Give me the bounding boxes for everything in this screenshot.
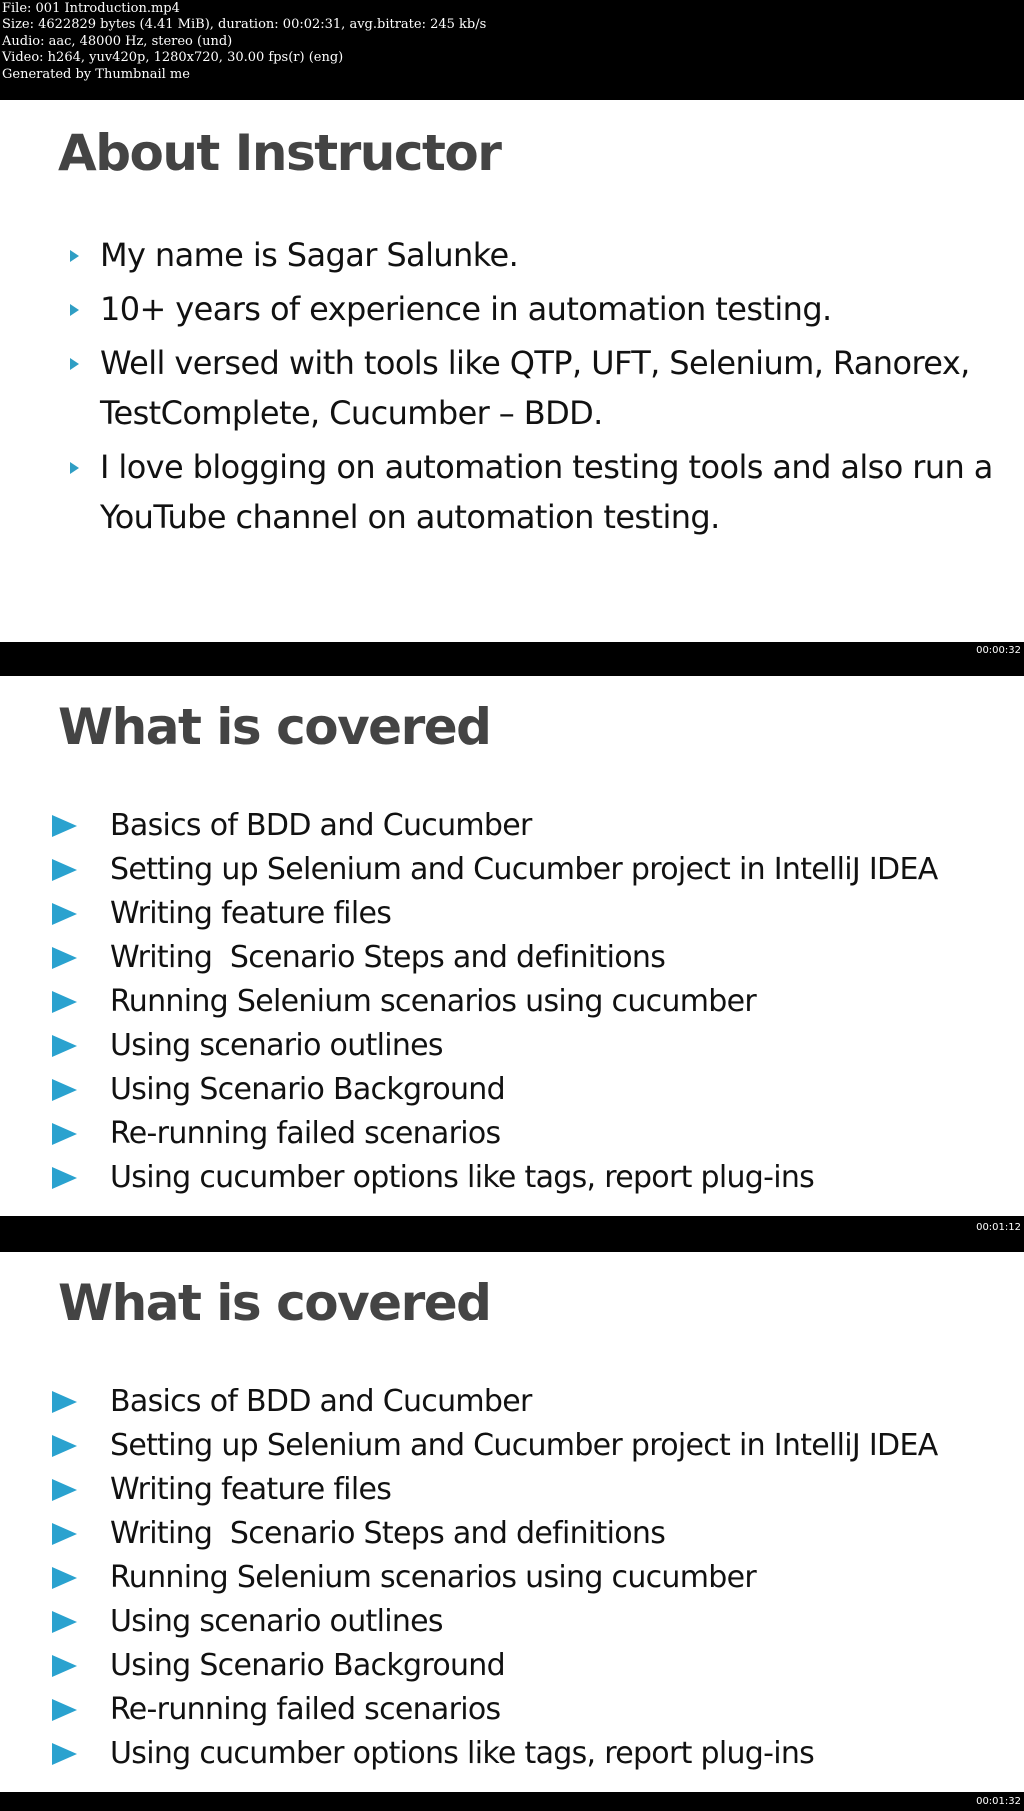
triangle-bullet-icon xyxy=(70,304,79,316)
list-item-text: Using scenario outlines xyxy=(110,1028,443,1063)
file-name-line: File: 001 Introduction.mp4 xyxy=(2,1,180,16)
list-item xyxy=(52,1424,1012,1468)
triangle-bullet-icon xyxy=(52,815,77,837)
list-item-text: Basics of BDD and Cucumber xyxy=(110,1384,532,1419)
list-item xyxy=(68,338,1008,438)
triangle-bullet-icon xyxy=(52,1079,77,1101)
list-item-text: My name is Sagar Salunke. xyxy=(100,236,519,274)
triangle-bullet-icon xyxy=(52,1567,77,1589)
list-item-text: Basics of BDD and Cucumber xyxy=(110,808,532,843)
triangle-bullet-icon xyxy=(52,1035,77,1057)
triangle-bullet-icon xyxy=(52,1743,77,1765)
thumbnail-frame-1 xyxy=(0,100,1024,642)
list-item-text: Re-running failed scenarios xyxy=(110,1116,501,1151)
video-info-header xyxy=(0,0,1024,100)
triangle-bullet-icon xyxy=(52,1611,77,1633)
list-item xyxy=(68,442,1008,542)
list-item xyxy=(68,284,1008,334)
bullet-list xyxy=(68,230,1008,546)
triangle-bullet-icon xyxy=(52,1655,77,1677)
triangle-bullet-icon xyxy=(52,1479,77,1501)
triangle-bullet-icon xyxy=(70,250,79,262)
list-item xyxy=(68,230,1008,280)
list-item-text: Using scenario outlines xyxy=(110,1604,443,1639)
list-item xyxy=(52,1556,1012,1600)
list-item-text: Running Selenium scenarios using cucumber xyxy=(110,984,756,1019)
list-item xyxy=(52,1600,1012,1644)
slide-title: What is covered xyxy=(58,698,491,756)
list-item xyxy=(52,936,1012,980)
triangle-bullet-icon xyxy=(52,1391,77,1413)
list-item xyxy=(52,892,1012,936)
list-item-text: Running Selenium scenarios using cucumber xyxy=(110,1560,756,1595)
list-item xyxy=(52,1644,1012,1688)
triangle-bullet-icon xyxy=(52,1167,77,1189)
list-item-text: Using cucumber options like tags, report plug-ins xyxy=(110,1736,815,1771)
file-size-line: Size: 4622829 bytes (4.41 MiB), duration: 00:02:31, avg.bitrate: 245 kb/s xyxy=(2,17,487,33)
video-info-line: Video: h264, yuv420p, 1280x720, 30.00 fps(r) (eng) xyxy=(2,50,344,66)
list-item-text: Well versed with tools like QTP, UFT, Selenium, Ranorex, TestComplete, Cucumber – BDD. xyxy=(100,344,970,432)
list-item-text: Using Scenario Background xyxy=(110,1648,505,1683)
triangle-bullet-icon xyxy=(52,1435,77,1457)
list-item-text: Writing Scenario Steps and definitions xyxy=(110,1516,666,1551)
list-item-text: 10+ years of experience in automation testing. xyxy=(100,290,832,328)
list-item-text: Using Scenario Background xyxy=(110,1072,505,1107)
bullet-list xyxy=(52,804,1012,1200)
thumbnail-frame-2 xyxy=(0,676,1024,1216)
triangle-bullet-icon xyxy=(52,1123,77,1145)
list-item-text: I love blogging on automation testing tools and also run a YouTube channel on automation testing. xyxy=(100,448,993,536)
list-item-text: Setting up Selenium and Cucumber project in IntelliJ IDEA xyxy=(110,852,938,887)
list-item-text: Writing feature files xyxy=(110,1472,392,1507)
list-item-text: Setting up Selenium and Cucumber project in IntelliJ IDEA xyxy=(110,1428,938,1463)
slide-title: What is covered xyxy=(58,1274,491,1332)
list-item-text: Writing Scenario Steps and definitions xyxy=(110,940,666,975)
list-item-text: Re-running failed scenarios xyxy=(110,1692,501,1727)
frame-timestamp: 00:00:32 xyxy=(976,645,1021,656)
frame-timestamp: 00:01:32 xyxy=(976,1796,1021,1807)
triangle-bullet-icon xyxy=(52,903,77,925)
list-item xyxy=(52,1156,1012,1200)
triangle-bullet-icon xyxy=(52,1699,77,1721)
list-item-text: Writing feature files xyxy=(110,896,392,931)
list-item-text: Using cucumber options like tags, report plug-ins xyxy=(110,1160,815,1195)
slide-title: About Instructor xyxy=(58,124,501,182)
triangle-bullet-icon xyxy=(70,358,79,370)
frame-timestamp: 00:01:12 xyxy=(976,1222,1021,1233)
triangle-bullet-icon xyxy=(70,462,79,474)
triangle-bullet-icon xyxy=(52,991,77,1013)
list-item xyxy=(52,1068,1012,1112)
generator-line: Generated by Thumbnail me xyxy=(2,66,190,82)
list-item xyxy=(52,1688,1012,1732)
list-item xyxy=(52,804,1012,848)
audio-info-line: Audio: aac, 48000 Hz, stereo (und) xyxy=(2,33,233,49)
list-item xyxy=(52,1512,1012,1556)
bullet-list xyxy=(52,1380,1012,1776)
list-item xyxy=(52,1112,1012,1156)
list-item xyxy=(52,848,1012,892)
list-item xyxy=(52,980,1012,1024)
triangle-bullet-icon xyxy=(52,859,77,881)
triangle-bullet-icon xyxy=(52,947,77,969)
triangle-bullet-icon xyxy=(52,1523,77,1545)
thumbnail-frame-3 xyxy=(0,1252,1024,1792)
list-item xyxy=(52,1380,1012,1424)
list-item xyxy=(52,1732,1012,1776)
list-item xyxy=(52,1468,1012,1512)
list-item xyxy=(52,1024,1012,1068)
